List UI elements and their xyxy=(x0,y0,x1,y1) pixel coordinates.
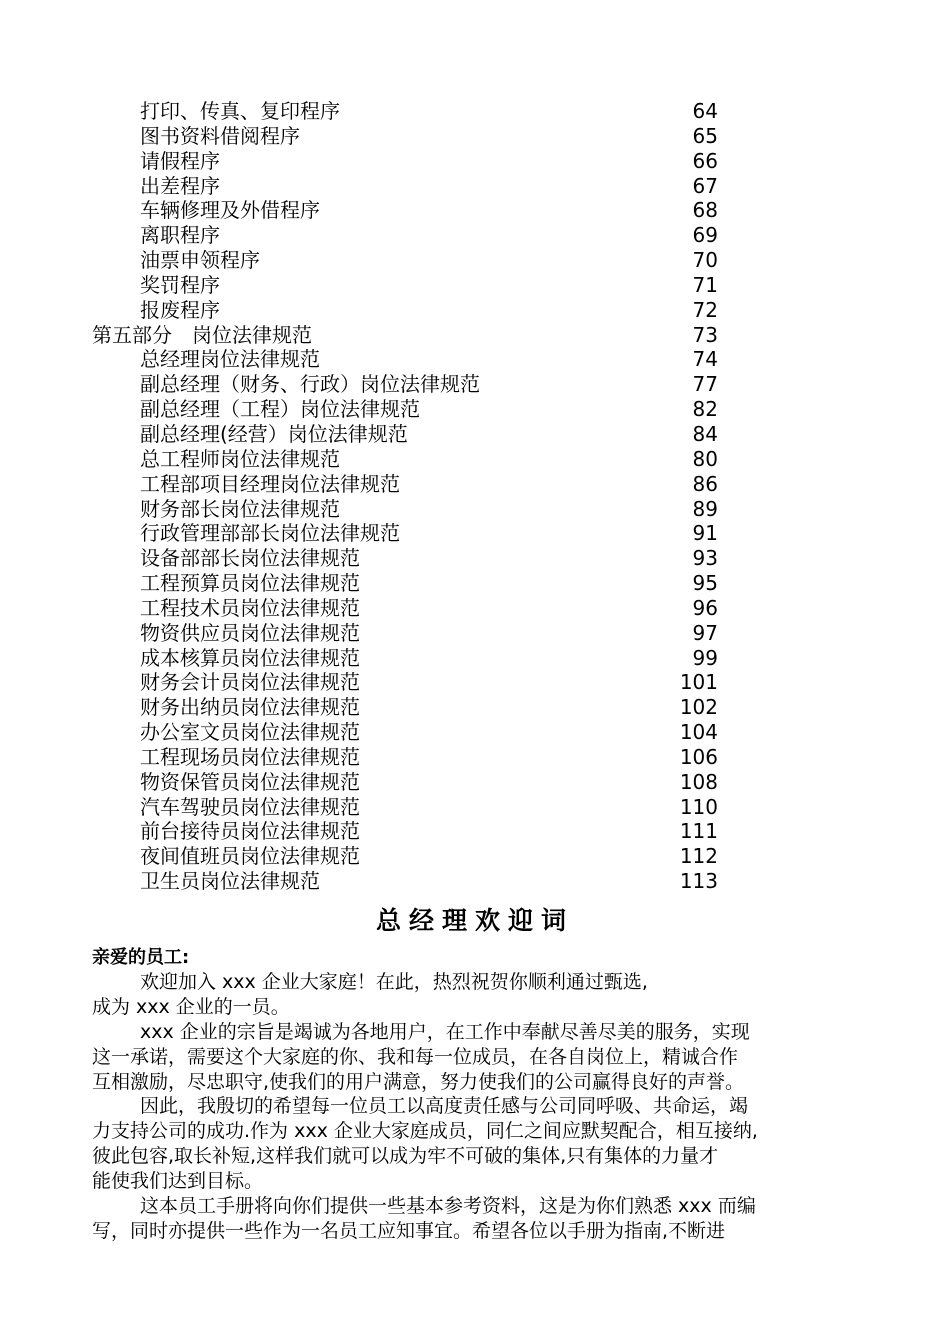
welcome-body xyxy=(92,970,860,1244)
toc-entry-page: 69 xyxy=(692,223,718,248)
toc-entry-page: 95 xyxy=(692,571,718,596)
toc-entry-page: 106 xyxy=(679,744,718,769)
toc-entry-title: 成本核算员岗位法律规范 xyxy=(140,645,360,670)
paragraph-line: 力支持公司的成功.作为 xxx 企业大家庭成员，同仁之间应默契配合，相互接纳, xyxy=(92,1120,758,1143)
paragraph-line: 能使我们达到目标。 xyxy=(92,1170,264,1193)
toc-entry-title: 副总经理(经营）岗位法律规范 xyxy=(140,421,408,446)
toc-entry-page: 67 xyxy=(692,173,718,198)
toc-entry-title: 工程现场员岗位法律规范 xyxy=(140,744,360,769)
paragraph-line: 彼此包容,取长补短,这样我们就可以成为牢不可破的集体,只有集体的力量才 xyxy=(92,1145,719,1168)
paragraph-line: xxx 企业的宗旨是竭诚为各地用户，在工作中奉献尽善尽美的服务，实现 xyxy=(140,1020,750,1043)
toc-entry-page: 97 xyxy=(692,620,718,645)
toc-entry-title: 办公室文员岗位法律规范 xyxy=(140,720,360,745)
toc-entry-title: 总工程师岗位法律规范 xyxy=(140,446,340,471)
toc-entry-title: 离职程序 xyxy=(140,223,220,248)
toc-entry-page: 72 xyxy=(692,297,718,322)
paragraph-line: 这一承诺，需要这个大家庭的你、我和每一位成员，在各自岗位上，精诚合作 xyxy=(92,1045,739,1068)
toc-entry-title: 财务会计员岗位法律规范 xyxy=(140,670,360,695)
toc-entry xyxy=(0,795,950,820)
toc-entry-page: 65 xyxy=(692,123,718,148)
toc-entry-title: 卫生员岗位法律规范 xyxy=(140,869,320,894)
welcome-title: 总经理欢迎词 xyxy=(375,906,574,935)
toc-entry xyxy=(0,248,950,273)
toc-part-entry xyxy=(0,323,950,348)
toc-entry-page: 113 xyxy=(679,869,718,894)
toc-entry xyxy=(0,596,950,621)
toc-entry xyxy=(0,422,950,447)
toc-entry-page: 74 xyxy=(692,347,718,372)
paragraph-line: 因此，我殷切的希望每一位员工以高度责任感与公司同呼吸、共命运，竭 xyxy=(140,1095,749,1118)
toc-entry xyxy=(0,621,950,646)
toc-entry-page: 89 xyxy=(692,496,718,521)
toc-entry xyxy=(0,174,950,199)
toc-entry-title: 行政管理部部长岗位法律规范 xyxy=(140,521,400,546)
toc-entry-title: 奖罚程序 xyxy=(140,272,220,297)
toc-entry xyxy=(0,695,950,720)
toc-entry-page: 91 xyxy=(692,521,718,546)
toc-entry-page: 86 xyxy=(692,471,718,496)
toc-entry-title: 工程预算员岗位法律规范 xyxy=(140,571,360,596)
toc-entry xyxy=(0,497,950,522)
toc-entry xyxy=(0,819,950,844)
toc-entry xyxy=(0,372,950,397)
toc-entry-title: 请假程序 xyxy=(140,148,220,173)
toc-entry-title: 报废程序 xyxy=(140,297,220,322)
toc-entry-title: 打印、传真、复印程序 xyxy=(140,99,340,123)
toc-entry-title: 车辆修理及外借程序 xyxy=(140,198,320,223)
toc-entry-title: 总经理岗位法律规范 xyxy=(140,347,320,372)
toc-entry-page: 70 xyxy=(692,248,718,273)
toc-entry-title: 财务部长岗位法律规范 xyxy=(140,496,340,521)
toc-entry xyxy=(0,546,950,571)
toc-entry-page: 112 xyxy=(679,844,718,869)
toc-entry xyxy=(0,447,950,472)
toc-entry-page: 80 xyxy=(692,446,718,471)
toc-entry-page: 104 xyxy=(679,720,718,745)
toc-entry-title: 出差程序 xyxy=(140,173,220,198)
toc-entry-title: 第五部分 岗位法律规范 xyxy=(92,322,312,347)
toc-entry-page: 93 xyxy=(692,546,718,571)
toc-entry xyxy=(0,720,950,745)
toc-entry-title: 财务出纳员岗位法律规范 xyxy=(140,695,360,720)
paragraph-line: 写，同时亦提供一些作为一名员工应知事宜。希望各位以手册为指南,不断进 xyxy=(92,1219,726,1242)
toc-entry xyxy=(0,124,950,149)
toc-entry-page: 84 xyxy=(692,421,718,446)
toc-entry xyxy=(0,770,950,795)
paragraph-line: 成为 xxx 企业的一员。 xyxy=(92,995,290,1018)
toc-entry-page: 77 xyxy=(692,372,718,397)
toc-entry-page: 66 xyxy=(692,148,718,173)
toc-entry xyxy=(0,521,950,546)
toc-entry-page: 108 xyxy=(679,769,718,794)
paragraph-line: 这本员工手册将向你们提供一些基本参考资料，这是为你们熟悉 xxx 而编 xyxy=(140,1195,756,1218)
toc-entry-page: 64 xyxy=(692,99,718,123)
salutation: 亲爱的员工: xyxy=(92,947,190,968)
toc-entry-page: 110 xyxy=(679,794,718,819)
toc-entry xyxy=(0,745,950,770)
toc-entry-title: 图书资料借阅程序 xyxy=(140,123,300,148)
paragraph-line: 欢迎加入 xxx 企业大家庭！在此，热烈祝贺你顺利通过甄选, xyxy=(140,971,648,993)
toc-entry-title: 油票申领程序 xyxy=(140,248,260,273)
toc-entry-title: 汽车驾驶员岗位法律规范 xyxy=(140,794,360,819)
toc-entry xyxy=(0,347,950,372)
toc-entry-page: 101 xyxy=(679,670,718,695)
table-of-contents xyxy=(0,99,950,894)
toc-entry-title: 物资保管员岗位法律规范 xyxy=(140,769,360,794)
toc-entry-page: 96 xyxy=(692,595,718,620)
toc-entry-page: 73 xyxy=(692,322,718,347)
paragraph-line: 互相激励，尽忠职守,使我们的用户满意，努力使我们的公司赢得良好的声誉。 xyxy=(92,1070,745,1093)
toc-entry-title: 工程技术员岗位法律规范 xyxy=(140,595,360,620)
toc-entry xyxy=(0,844,950,869)
toc-entry-title: 副总经理（财务、行政）岗位法律规范 xyxy=(140,372,480,397)
toc-entry-page: 99 xyxy=(692,645,718,670)
toc-entry xyxy=(0,869,950,894)
toc-entry xyxy=(0,99,950,124)
toc-entry xyxy=(0,397,950,422)
toc-entry xyxy=(0,273,950,298)
toc-entry-title: 夜间值班员岗位法律规范 xyxy=(140,844,360,869)
toc-entry-title: 副总经理（工程）岗位法律规范 xyxy=(140,397,420,422)
toc-entry xyxy=(0,149,950,174)
toc-entry xyxy=(0,298,950,323)
toc-entry xyxy=(0,670,950,695)
toc-entry-page: 111 xyxy=(679,819,718,844)
toc-entry-page: 102 xyxy=(679,695,718,720)
toc-entry-title: 物资供应员岗位法律规范 xyxy=(140,620,360,645)
toc-entry-title: 工程部项目经理岗位法律规范 xyxy=(140,471,400,496)
toc-entry-page: 82 xyxy=(692,397,718,422)
toc-entry-page: 68 xyxy=(692,198,718,223)
toc-entry xyxy=(0,198,950,223)
toc-entry-title: 设备部部长岗位法律规范 xyxy=(140,546,360,571)
toc-entry xyxy=(0,571,950,596)
toc-entry xyxy=(0,646,950,671)
toc-entry xyxy=(0,223,950,248)
toc-entry-page: 71 xyxy=(692,272,718,297)
toc-entry-title: 前台接待员岗位法律规范 xyxy=(140,819,360,844)
toc-entry xyxy=(0,472,950,497)
